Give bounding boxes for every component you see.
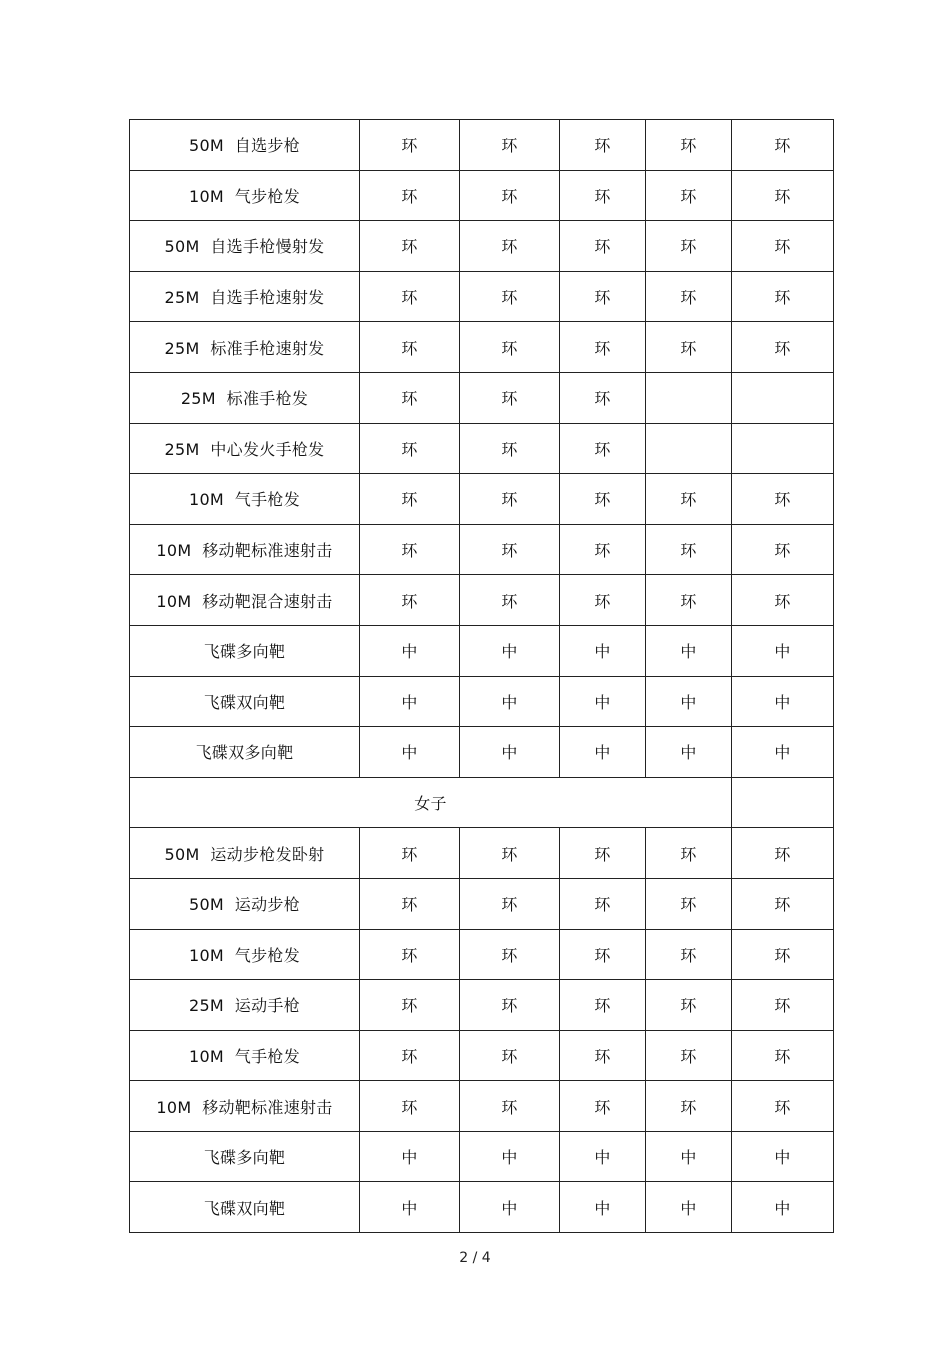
score-unit-cell: 环 bbox=[360, 575, 460, 626]
event-name-cell: 飞碟双向靶 bbox=[130, 676, 360, 727]
score-unit-cell: 中 bbox=[460, 625, 560, 676]
score-unit-cell: 环 bbox=[560, 1081, 646, 1132]
table-row bbox=[130, 727, 834, 778]
score-unit-cell: 环 bbox=[360, 221, 460, 272]
score-unit-cell: 环 bbox=[732, 120, 834, 171]
score-unit-cell bbox=[646, 423, 732, 474]
empty-cell bbox=[732, 777, 834, 828]
table-row bbox=[130, 1030, 834, 1081]
score-unit-cell bbox=[646, 372, 732, 423]
event-name-cell: 10M 移动靶标准速射击 bbox=[130, 524, 360, 575]
score-unit-cell: 中 bbox=[732, 1182, 834, 1233]
score-unit-cell bbox=[732, 423, 834, 474]
score-unit-cell: 环 bbox=[360, 120, 460, 171]
event-name-cell: 飞碟多向靶 bbox=[130, 625, 360, 676]
table-row bbox=[130, 120, 834, 171]
event-name-cell: 50M 自选步枪 bbox=[130, 120, 360, 171]
score-unit-cell: 环 bbox=[646, 575, 732, 626]
table-row bbox=[130, 372, 834, 423]
table-row bbox=[130, 1182, 834, 1233]
score-unit-cell: 中 bbox=[732, 727, 834, 778]
event-name-cell: 25M 运动手枪 bbox=[130, 980, 360, 1031]
score-unit-cell: 环 bbox=[560, 474, 646, 525]
score-unit-cell: 环 bbox=[646, 1081, 732, 1132]
score-unit-cell: 环 bbox=[460, 1030, 560, 1081]
score-unit-cell: 中 bbox=[732, 1131, 834, 1182]
event-name-cell: 10M 气手枪发 bbox=[130, 474, 360, 525]
table-row bbox=[130, 1131, 834, 1182]
score-unit-cell: 环 bbox=[460, 423, 560, 474]
score-unit-cell: 环 bbox=[646, 878, 732, 929]
score-unit-cell: 中 bbox=[560, 676, 646, 727]
event-name-cell: 50M 自选手枪慢射发 bbox=[130, 221, 360, 272]
score-unit-cell: 中 bbox=[560, 1182, 646, 1233]
score-unit-cell: 环 bbox=[360, 828, 460, 879]
section-header-row bbox=[130, 777, 834, 828]
event-name-cell: 10M 移动靶混合速射击 bbox=[130, 575, 360, 626]
score-unit-cell: 环 bbox=[560, 1030, 646, 1081]
score-unit-cell: 环 bbox=[460, 524, 560, 575]
event-name-cell: 50M 运动步枪 bbox=[130, 878, 360, 929]
score-unit-cell: 环 bbox=[560, 372, 646, 423]
score-unit-cell: 中 bbox=[646, 625, 732, 676]
score-unit-cell: 环 bbox=[360, 474, 460, 525]
score-unit-cell: 中 bbox=[646, 1131, 732, 1182]
score-unit-cell: 环 bbox=[560, 120, 646, 171]
event-name-cell: 10M 移动靶标准速射击 bbox=[130, 1081, 360, 1132]
score-unit-cell: 环 bbox=[560, 423, 646, 474]
table-row bbox=[130, 271, 834, 322]
score-unit-cell: 环 bbox=[360, 980, 460, 1031]
score-unit-cell: 环 bbox=[460, 120, 560, 171]
score-unit-cell: 环 bbox=[646, 1030, 732, 1081]
table-row bbox=[130, 322, 834, 373]
score-unit-cell: 中 bbox=[646, 1182, 732, 1233]
table-body bbox=[130, 120, 834, 1233]
table-row bbox=[130, 575, 834, 626]
score-unit-cell: 环 bbox=[360, 170, 460, 221]
score-unit-cell: 环 bbox=[646, 271, 732, 322]
score-unit-cell: 环 bbox=[560, 929, 646, 980]
score-unit-cell: 中 bbox=[732, 676, 834, 727]
score-unit-cell: 环 bbox=[360, 423, 460, 474]
event-name-cell: 飞碟双向靶 bbox=[130, 1182, 360, 1233]
score-unit-cell: 中 bbox=[360, 1182, 460, 1233]
score-unit-cell: 环 bbox=[460, 372, 560, 423]
table-row bbox=[130, 170, 834, 221]
event-name-cell: 25M 标准手枪速射发 bbox=[130, 322, 360, 373]
score-unit-cell: 环 bbox=[646, 120, 732, 171]
score-unit-cell: 环 bbox=[560, 221, 646, 272]
event-name-cell: 25M 中心发火手枪发 bbox=[130, 423, 360, 474]
score-unit-cell: 环 bbox=[732, 170, 834, 221]
score-unit-cell: 环 bbox=[460, 929, 560, 980]
score-unit-cell: 环 bbox=[560, 575, 646, 626]
score-unit-cell: 中 bbox=[460, 727, 560, 778]
score-unit-cell: 环 bbox=[360, 271, 460, 322]
score-unit-cell: 环 bbox=[560, 980, 646, 1031]
score-unit-cell: 环 bbox=[732, 474, 834, 525]
score-unit-cell: 环 bbox=[646, 322, 732, 373]
score-unit-cell: 环 bbox=[646, 170, 732, 221]
score-unit-cell: 环 bbox=[360, 878, 460, 929]
score-unit-cell: 环 bbox=[560, 524, 646, 575]
score-unit-cell: 中 bbox=[560, 1131, 646, 1182]
score-unit-cell: 环 bbox=[732, 524, 834, 575]
score-unit-cell: 环 bbox=[646, 474, 732, 525]
table-row bbox=[130, 625, 834, 676]
score-unit-cell: 环 bbox=[560, 170, 646, 221]
score-unit-cell: 环 bbox=[732, 221, 834, 272]
score-unit-cell: 环 bbox=[360, 1030, 460, 1081]
table-row bbox=[130, 676, 834, 727]
score-unit-cell: 中 bbox=[732, 625, 834, 676]
table-row bbox=[130, 828, 834, 879]
score-unit-cell: 环 bbox=[460, 474, 560, 525]
table-row bbox=[130, 474, 834, 525]
score-unit-cell: 环 bbox=[460, 1081, 560, 1132]
section-label: 女子 bbox=[130, 777, 732, 828]
score-unit-cell: 中 bbox=[360, 625, 460, 676]
score-unit-cell: 环 bbox=[360, 929, 460, 980]
score-unit-cell: 环 bbox=[646, 828, 732, 879]
score-unit-cell: 环 bbox=[560, 271, 646, 322]
score-unit-cell: 环 bbox=[360, 1081, 460, 1132]
score-unit-cell: 环 bbox=[360, 322, 460, 373]
score-unit-cell: 环 bbox=[646, 980, 732, 1031]
score-unit-cell: 中 bbox=[646, 676, 732, 727]
table-row bbox=[130, 929, 834, 980]
score-unit-cell: 环 bbox=[460, 221, 560, 272]
score-unit-cell: 环 bbox=[460, 170, 560, 221]
event-name-cell: 25M 标准手枪发 bbox=[130, 372, 360, 423]
score-unit-cell: 中 bbox=[560, 727, 646, 778]
score-unit-cell: 环 bbox=[360, 372, 460, 423]
score-unit-cell: 环 bbox=[560, 878, 646, 929]
score-unit-cell: 环 bbox=[360, 524, 460, 575]
score-unit-cell: 环 bbox=[732, 271, 834, 322]
page-number: 2 / 4 bbox=[459, 1250, 491, 1266]
table-row bbox=[130, 423, 834, 474]
score-unit-cell: 环 bbox=[732, 828, 834, 879]
event-name-cell: 飞碟多向靶 bbox=[130, 1131, 360, 1182]
score-unit-cell: 环 bbox=[732, 575, 834, 626]
table-row bbox=[130, 878, 834, 929]
table-row bbox=[130, 980, 834, 1031]
event-name-cell: 25M 自选手枪速射发 bbox=[130, 271, 360, 322]
score-unit-cell: 环 bbox=[646, 524, 732, 575]
score-unit-cell: 中 bbox=[646, 727, 732, 778]
table-row bbox=[130, 1081, 834, 1132]
score-unit-cell: 环 bbox=[460, 271, 560, 322]
event-name-cell: 飞碟双多向靶 bbox=[130, 727, 360, 778]
score-unit-cell: 环 bbox=[646, 221, 732, 272]
score-unit-cell: 中 bbox=[460, 1131, 560, 1182]
event-name-cell: 10M 气手枪发 bbox=[130, 1030, 360, 1081]
shooting-events-table bbox=[129, 119, 834, 1233]
score-unit-cell: 环 bbox=[560, 322, 646, 373]
score-unit-cell: 环 bbox=[460, 828, 560, 879]
event-name-cell: 50M 运动步枪发卧射 bbox=[130, 828, 360, 879]
score-unit-cell: 环 bbox=[460, 980, 560, 1031]
score-unit-cell: 环 bbox=[560, 828, 646, 879]
table-row bbox=[130, 524, 834, 575]
score-unit-cell: 中 bbox=[460, 1182, 560, 1233]
score-unit-cell: 中 bbox=[360, 676, 460, 727]
score-unit-cell: 环 bbox=[732, 980, 834, 1031]
score-unit-cell: 环 bbox=[646, 929, 732, 980]
score-unit-cell: 中 bbox=[560, 625, 646, 676]
score-unit-cell: 环 bbox=[732, 929, 834, 980]
score-unit-cell: 中 bbox=[360, 1131, 460, 1182]
score-unit-cell: 环 bbox=[732, 322, 834, 373]
score-unit-cell bbox=[732, 372, 834, 423]
score-unit-cell: 环 bbox=[732, 878, 834, 929]
score-unit-cell: 环 bbox=[460, 575, 560, 626]
score-unit-cell: 中 bbox=[460, 676, 560, 727]
score-unit-cell: 环 bbox=[732, 1081, 834, 1132]
score-unit-cell: 环 bbox=[732, 1030, 834, 1081]
table-row bbox=[130, 221, 834, 272]
score-unit-cell: 环 bbox=[460, 878, 560, 929]
score-unit-cell: 中 bbox=[360, 727, 460, 778]
score-unit-cell: 环 bbox=[460, 322, 560, 373]
event-name-cell: 10M 气步枪发 bbox=[130, 929, 360, 980]
event-name-cell: 10M 气步枪发 bbox=[130, 170, 360, 221]
